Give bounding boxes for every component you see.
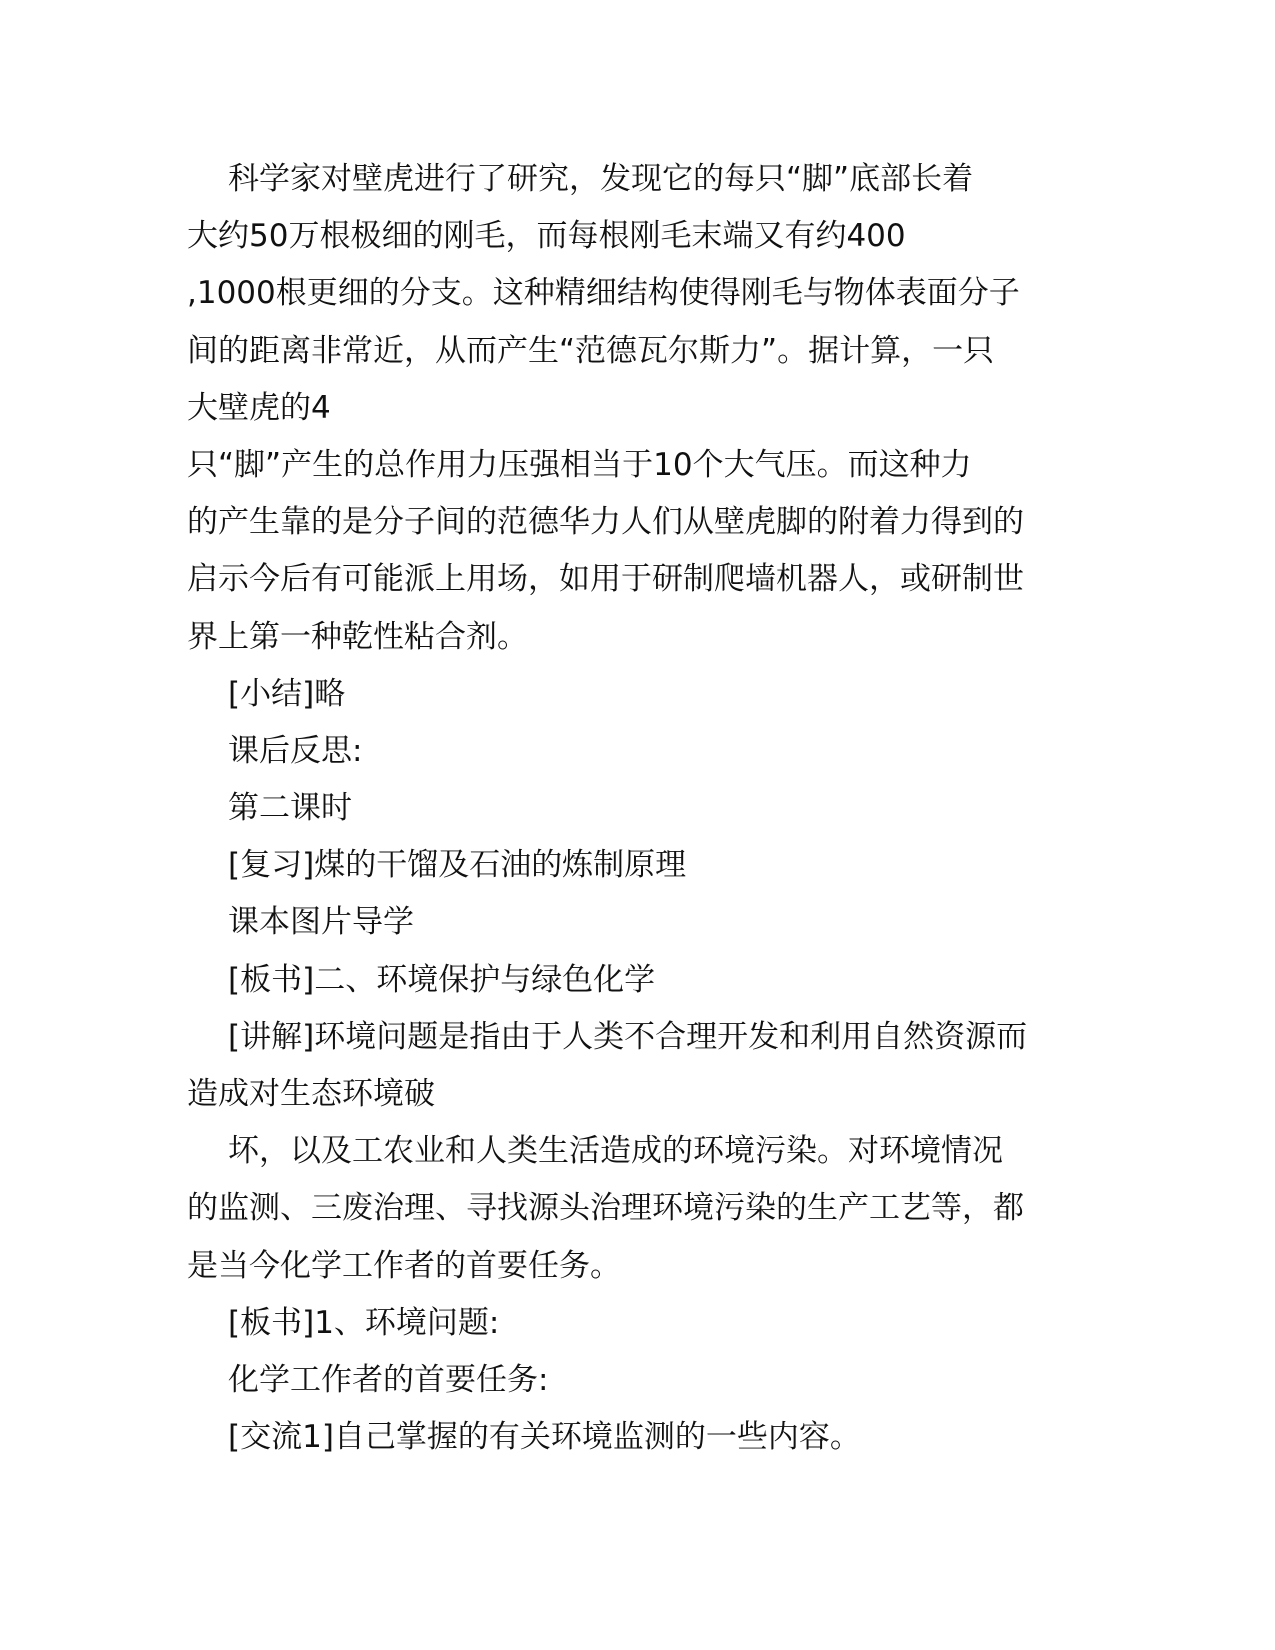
summary-line: [小结]略 <box>228 675 346 712</box>
board-line: [板书]二、环境保护与绿色化学 <box>228 961 656 998</box>
task-line: 化学工作者的首要任务: <box>228 1361 549 1398</box>
paragraph-line: 启示今后有可能派上用场，如用于研制爬墙机器人，或研制世 <box>187 561 1024 598</box>
guide-line: 课本图片导学 <box>228 904 414 941</box>
document-body <box>187 151 1097 1466</box>
board-line: [板书]1、环境问题: <box>228 1304 500 1341</box>
paragraph-line: 大约50万根极细的刚毛，而每根刚毛末端又有约400 <box>187 218 906 255</box>
review-line: [复习]煤的干馏及石油的炼制原理 <box>228 847 687 884</box>
paragraph-line: 科学家对壁虎进行了研究，发现它的每只“脚”底部长着 <box>228 161 974 197</box>
explanation-line: [讲解]环境问题是指由于人类不合理开发和利用自然资源而 <box>228 1018 1028 1055</box>
paragraph-line: 大壁虎的4 <box>187 389 331 426</box>
paragraph-line: 是当今化学工作者的首要任务。 <box>187 1247 621 1284</box>
reflection-line: 课后反思: <box>228 732 363 769</box>
paragraph-line: 坏，以及工农业和人类生活造成的环境污染。对环境情况 <box>228 1133 1003 1170</box>
paragraph-line: ,1000根更细的分支。这种精细结构使得刚毛与物体表面分子 <box>187 275 1020 312</box>
paragraph-line: 造成对生态环境破 <box>187 1076 435 1112</box>
paragraph-line: 只“脚”产生的总作用力压强相当于10个大气压。而这种力 <box>187 446 972 483</box>
lesson-heading: 第二课时 <box>228 790 352 827</box>
paragraph-line: 界上第一种乾性粘合剂。 <box>187 618 528 655</box>
paragraph-line: 的产生靠的是分子间的范德华力人们从壁虎脚的附着力得到的 <box>187 504 1024 541</box>
paragraph-line: 的监测、三废治理、寻找源头治理环境污染的生产工艺等，都 <box>187 1190 1024 1227</box>
paragraph-line: 间的距离非常近，从而产生“范德瓦尔斯力”。据计算，一只 <box>187 332 995 369</box>
discussion-line: [交流1]自己掌握的有关环境监测的一些内容。 <box>228 1419 861 1456</box>
